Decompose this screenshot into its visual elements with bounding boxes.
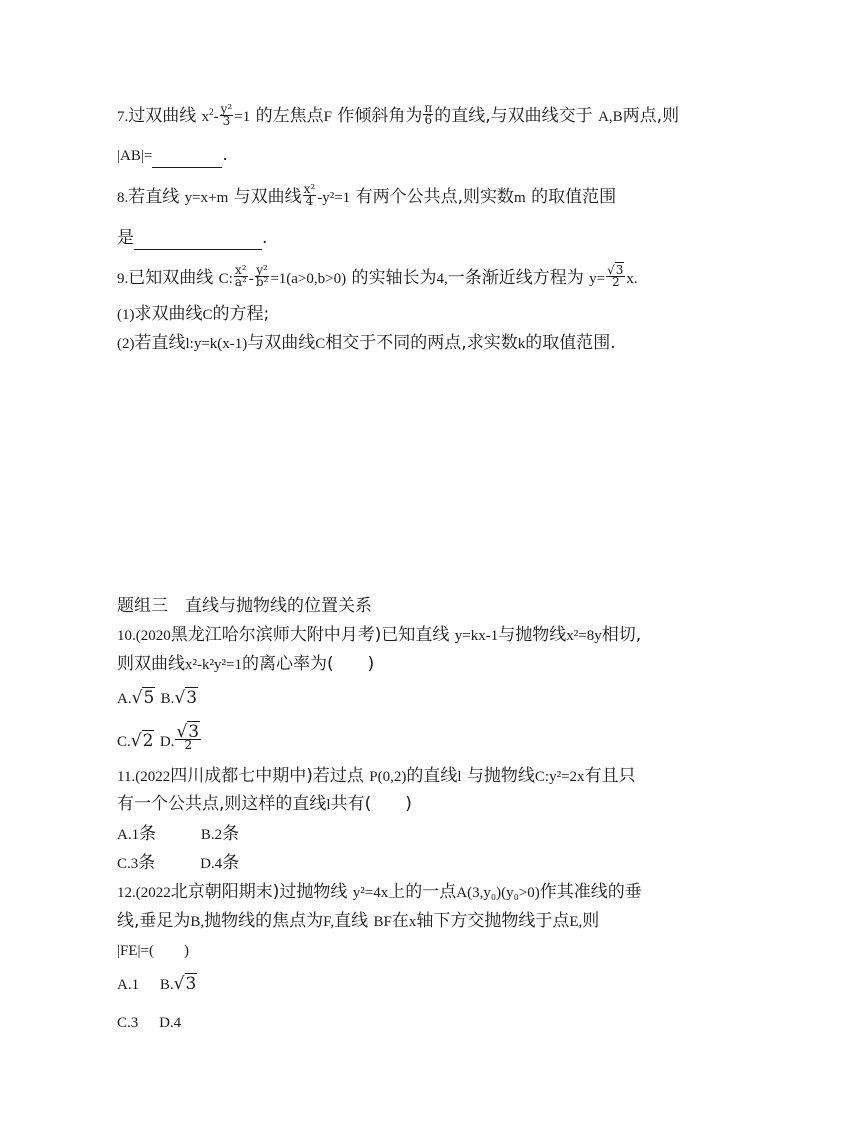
q12-option-a[interactable]: A.1 — [117, 977, 140, 993]
q11-option-c[interactable]: C.3条 — [117, 853, 156, 873]
q12-line3: |FE|=( ) — [117, 943, 189, 959]
q7-hyperbola: $x^2-$ $\frac{\text{y²}}{3}$ =1 — [201, 102, 251, 129]
q7-line2: |AB|= . — [117, 143, 228, 168]
q10-line2: 则双曲线x²-k²y²=1的离心率为( ) — [117, 654, 375, 674]
q7-number: 7. — [117, 109, 129, 125]
q8-fraction: $\frac{\text{x²}}{4}$ — [303, 181, 316, 208]
q11-option-b[interactable]: B.2条 — [200, 824, 240, 844]
q7-angle: $\frac{\pi}{6}$ — [424, 100, 433, 127]
section-heading: 题组三 直线与抛物线的位置关系 — [117, 596, 372, 616]
q12-options-cd — [117, 1010, 181, 1035]
q12-options-ab — [117, 972, 197, 997]
q10-option-b[interactable]: B.√3 — [160, 688, 198, 708]
q8-line1: 8.若直线 y=x+m 与双曲线 $\frac{\text{x²}}{4}$ -y²=1 有两个公共点,则实数m 的取值范围 — [117, 181, 617, 208]
q7-line1: 7.过双曲线 $x^2-$ $\frac{\text{y²}}{3}$ =1 的左焦点F 作倾斜角为 $\frac{\pi}{6}$ 的直线,与双曲线交于 A,B两点,则 — [117, 100, 680, 129]
q10-options-ab — [117, 686, 198, 711]
q9-slope: $\frac{√3}{2}$ — [607, 262, 624, 289]
q12-option-d[interactable]: D.4 — [159, 1015, 182, 1031]
q11-number: 11. — [117, 769, 136, 785]
q11-option-d[interactable]: D.4条 — [200, 853, 240, 873]
q10-options-cd — [117, 722, 202, 754]
q10-option-a[interactable]: A.√5 — [117, 688, 155, 708]
q8-number: 8. — [117, 190, 129, 206]
q12-number: 12. — [117, 885, 136, 901]
q9-number: 9. — [117, 271, 129, 287]
q7-answer-blank[interactable] — [152, 149, 222, 168]
q12-option-b[interactable]: B.√3 — [159, 974, 197, 994]
q11-options-ab — [117, 822, 239, 847]
q10-option-d[interactable]: D. $\frac{√3}{2}$ — [159, 722, 200, 752]
q11-line1: 11.(2022四川成都七中期中)若过点 P(0,2)的直线l 与抛物线C:y²=2x有且只 — [117, 766, 636, 786]
q10-number: 10. — [117, 628, 136, 644]
q9-part1: (1)求双曲线C的方程; — [117, 304, 270, 324]
q12-option-c[interactable]: C.3 — [117, 1015, 139, 1031]
q9-part2: (2)若直线l:y=k(x-1)与双曲线C相交于不同的两点,求实数k的取值范围. — [117, 333, 616, 353]
q12-line1: 12.(2022北京朝阳期末)过抛物线 y²=4x上的一点A(3,y₀)(y₀>0)作其准线的垂 — [117, 882, 642, 902]
q10-line1: 10.(2020黑龙江哈尔滨师大附中月考)已知直线 y=kx-1与抛物线x²=8y相切, — [117, 625, 642, 645]
q12-line2: 线,垂足为B,抛物线的焦点为F,直线 BF在x轴下方交抛物线于点E,则 — [117, 911, 600, 931]
q8-answer-blank[interactable] — [134, 231, 262, 250]
q10-option-c[interactable]: C.√2 — [117, 731, 154, 751]
q11-option-a[interactable]: A.1条 — [117, 824, 157, 844]
q11-line2: 有一个公共点,则这样的直线l共有( ) — [117, 794, 412, 814]
q9-line1: 9.已知双曲线 C: $\frac{\text{x²}}{\text{a²}}$ - $\frac{\text{y²}}{\text{b²}}$ =1(a>0,b>0) 的实轴长为4,一条渐近线方程为 y= $\frac{√3}{2}$ x. — [117, 262, 638, 289]
q8-line2: 是 . — [117, 228, 268, 248]
q11-options-cd — [117, 851, 239, 876]
